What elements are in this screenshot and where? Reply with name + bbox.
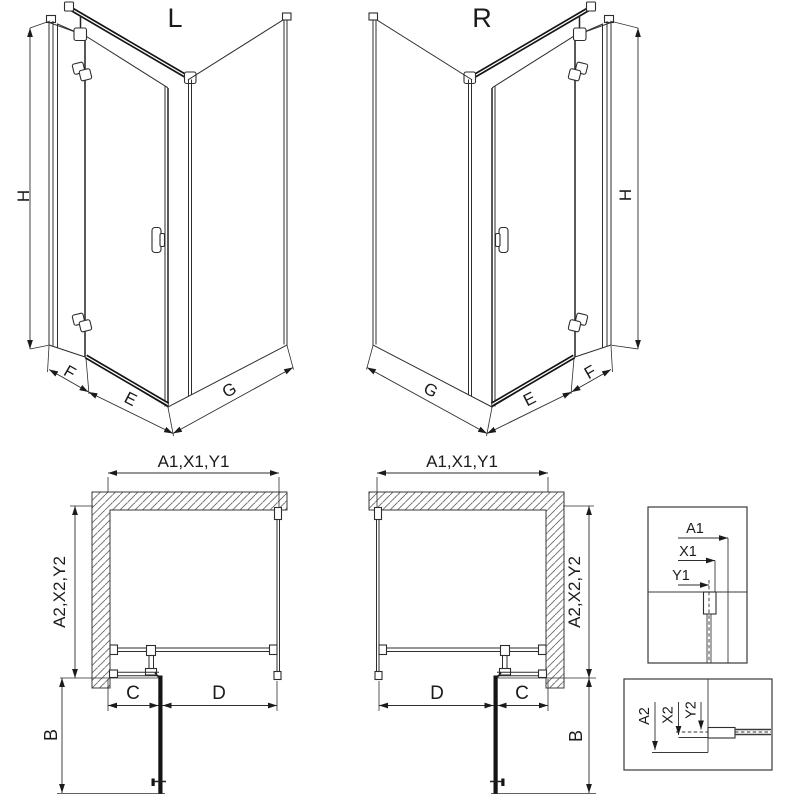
r-view-title: R: [472, 3, 492, 33]
wall-hatch: [369, 492, 564, 688]
e-dimension-label: E: [121, 388, 140, 411]
e-dimension-label: E: [520, 388, 539, 411]
detail-top-profile: [648, 507, 747, 663]
corner-profile: [375, 672, 382, 680]
y1-detail-label: Y1: [672, 568, 690, 584]
d-dimension-label: D: [430, 683, 444, 704]
r-plan-stabilizer-bar: [379, 645, 546, 675]
a2-detail-label: A2: [637, 707, 653, 725]
d-dimension-label: D: [212, 683, 226, 704]
l-plan-view: [41, 452, 287, 794]
bar-wall-clamp: [74, 28, 87, 41]
l-plan-stabilizer-bar: [110, 645, 277, 675]
g-dimension-label: G: [218, 378, 240, 402]
l-hinge-top: [72, 62, 92, 81]
glass-profile: [708, 728, 735, 739]
r-plan-dimension-a2: [563, 506, 594, 678]
l-dimension-f: [48, 346, 90, 394]
x2-detail-label: X2: [660, 706, 677, 724]
r-dimension-h: [610, 21, 638, 349]
wall-profile: [539, 670, 547, 678]
r-dimension-e: [487, 388, 572, 436]
c-dimension-label: C: [126, 683, 140, 704]
r-plan-dimension-b: [491, 678, 596, 794]
glass-profile: [704, 592, 717, 614]
r-door-glass: [492, 36, 575, 411]
l-plan-open-door: [152, 673, 167, 795]
a2-dimension-label: A2,X2,Y2: [565, 556, 584, 628]
glass-cap: [283, 13, 292, 20]
r-plan-open-door: [490, 673, 505, 795]
h-dimension-label: H: [14, 189, 33, 203]
f-dimension-label: F: [581, 361, 600, 384]
y2-detail-label: Y2: [683, 701, 700, 719]
l-plan-dimension-cd: [108, 679, 277, 711]
b-dimension-label: B: [566, 729, 586, 743]
c-dimension-label: C: [515, 683, 529, 704]
x1-detail-label: X1: [679, 544, 697, 560]
r-door-handle: [496, 228, 509, 253]
wall-profile: [110, 670, 118, 678]
bar-corner-fitting: [464, 72, 476, 84]
l-door-handle: [152, 228, 165, 253]
g-dimension-label: G: [420, 378, 442, 402]
wall-profile: [375, 508, 382, 520]
b-dimension-label: B: [41, 728, 61, 742]
l-view-title: L: [167, 3, 183, 33]
l-dimension-h: [14, 21, 50, 349]
bar-bracket: [147, 646, 156, 656]
bar-wall-clamp: [574, 28, 587, 41]
a2-dimension-label: A2,X2,Y2: [50, 556, 69, 628]
wall-hatch: [92, 492, 287, 688]
l-view-3d: [14, 2, 294, 436]
l-dimension-e: [89, 388, 174, 436]
l-hinge-bottom: [72, 313, 92, 332]
r-plan-view: [369, 452, 596, 794]
detail-bottom-profile: [624, 679, 772, 770]
glass-cap: [369, 13, 378, 20]
a1-detail-label: A1: [686, 521, 704, 537]
r-plan-dimension-cd: [379, 679, 548, 711]
a1-dimension-label: A1,X1,Y1: [157, 452, 230, 471]
wall-profile: [275, 508, 282, 520]
bar-corner-fitting: [185, 72, 197, 84]
l-plan-dimension-b: [41, 678, 165, 794]
l-plan-dimension-a2: [50, 506, 93, 678]
r-hinge-top: [568, 62, 588, 81]
h-dimension-label: H: [616, 188, 635, 202]
f-dimension-label: F: [60, 361, 79, 384]
a1-dimension-label: A1,X1,Y1: [426, 452, 498, 471]
corner-profile: [274, 672, 281, 680]
r-dimension-f: [571, 346, 613, 394]
r-hinge-bottom: [568, 313, 588, 332]
r-view-3d: [367, 2, 639, 436]
l-door-glass: [85, 36, 168, 411]
bar-bracket: [501, 646, 510, 656]
